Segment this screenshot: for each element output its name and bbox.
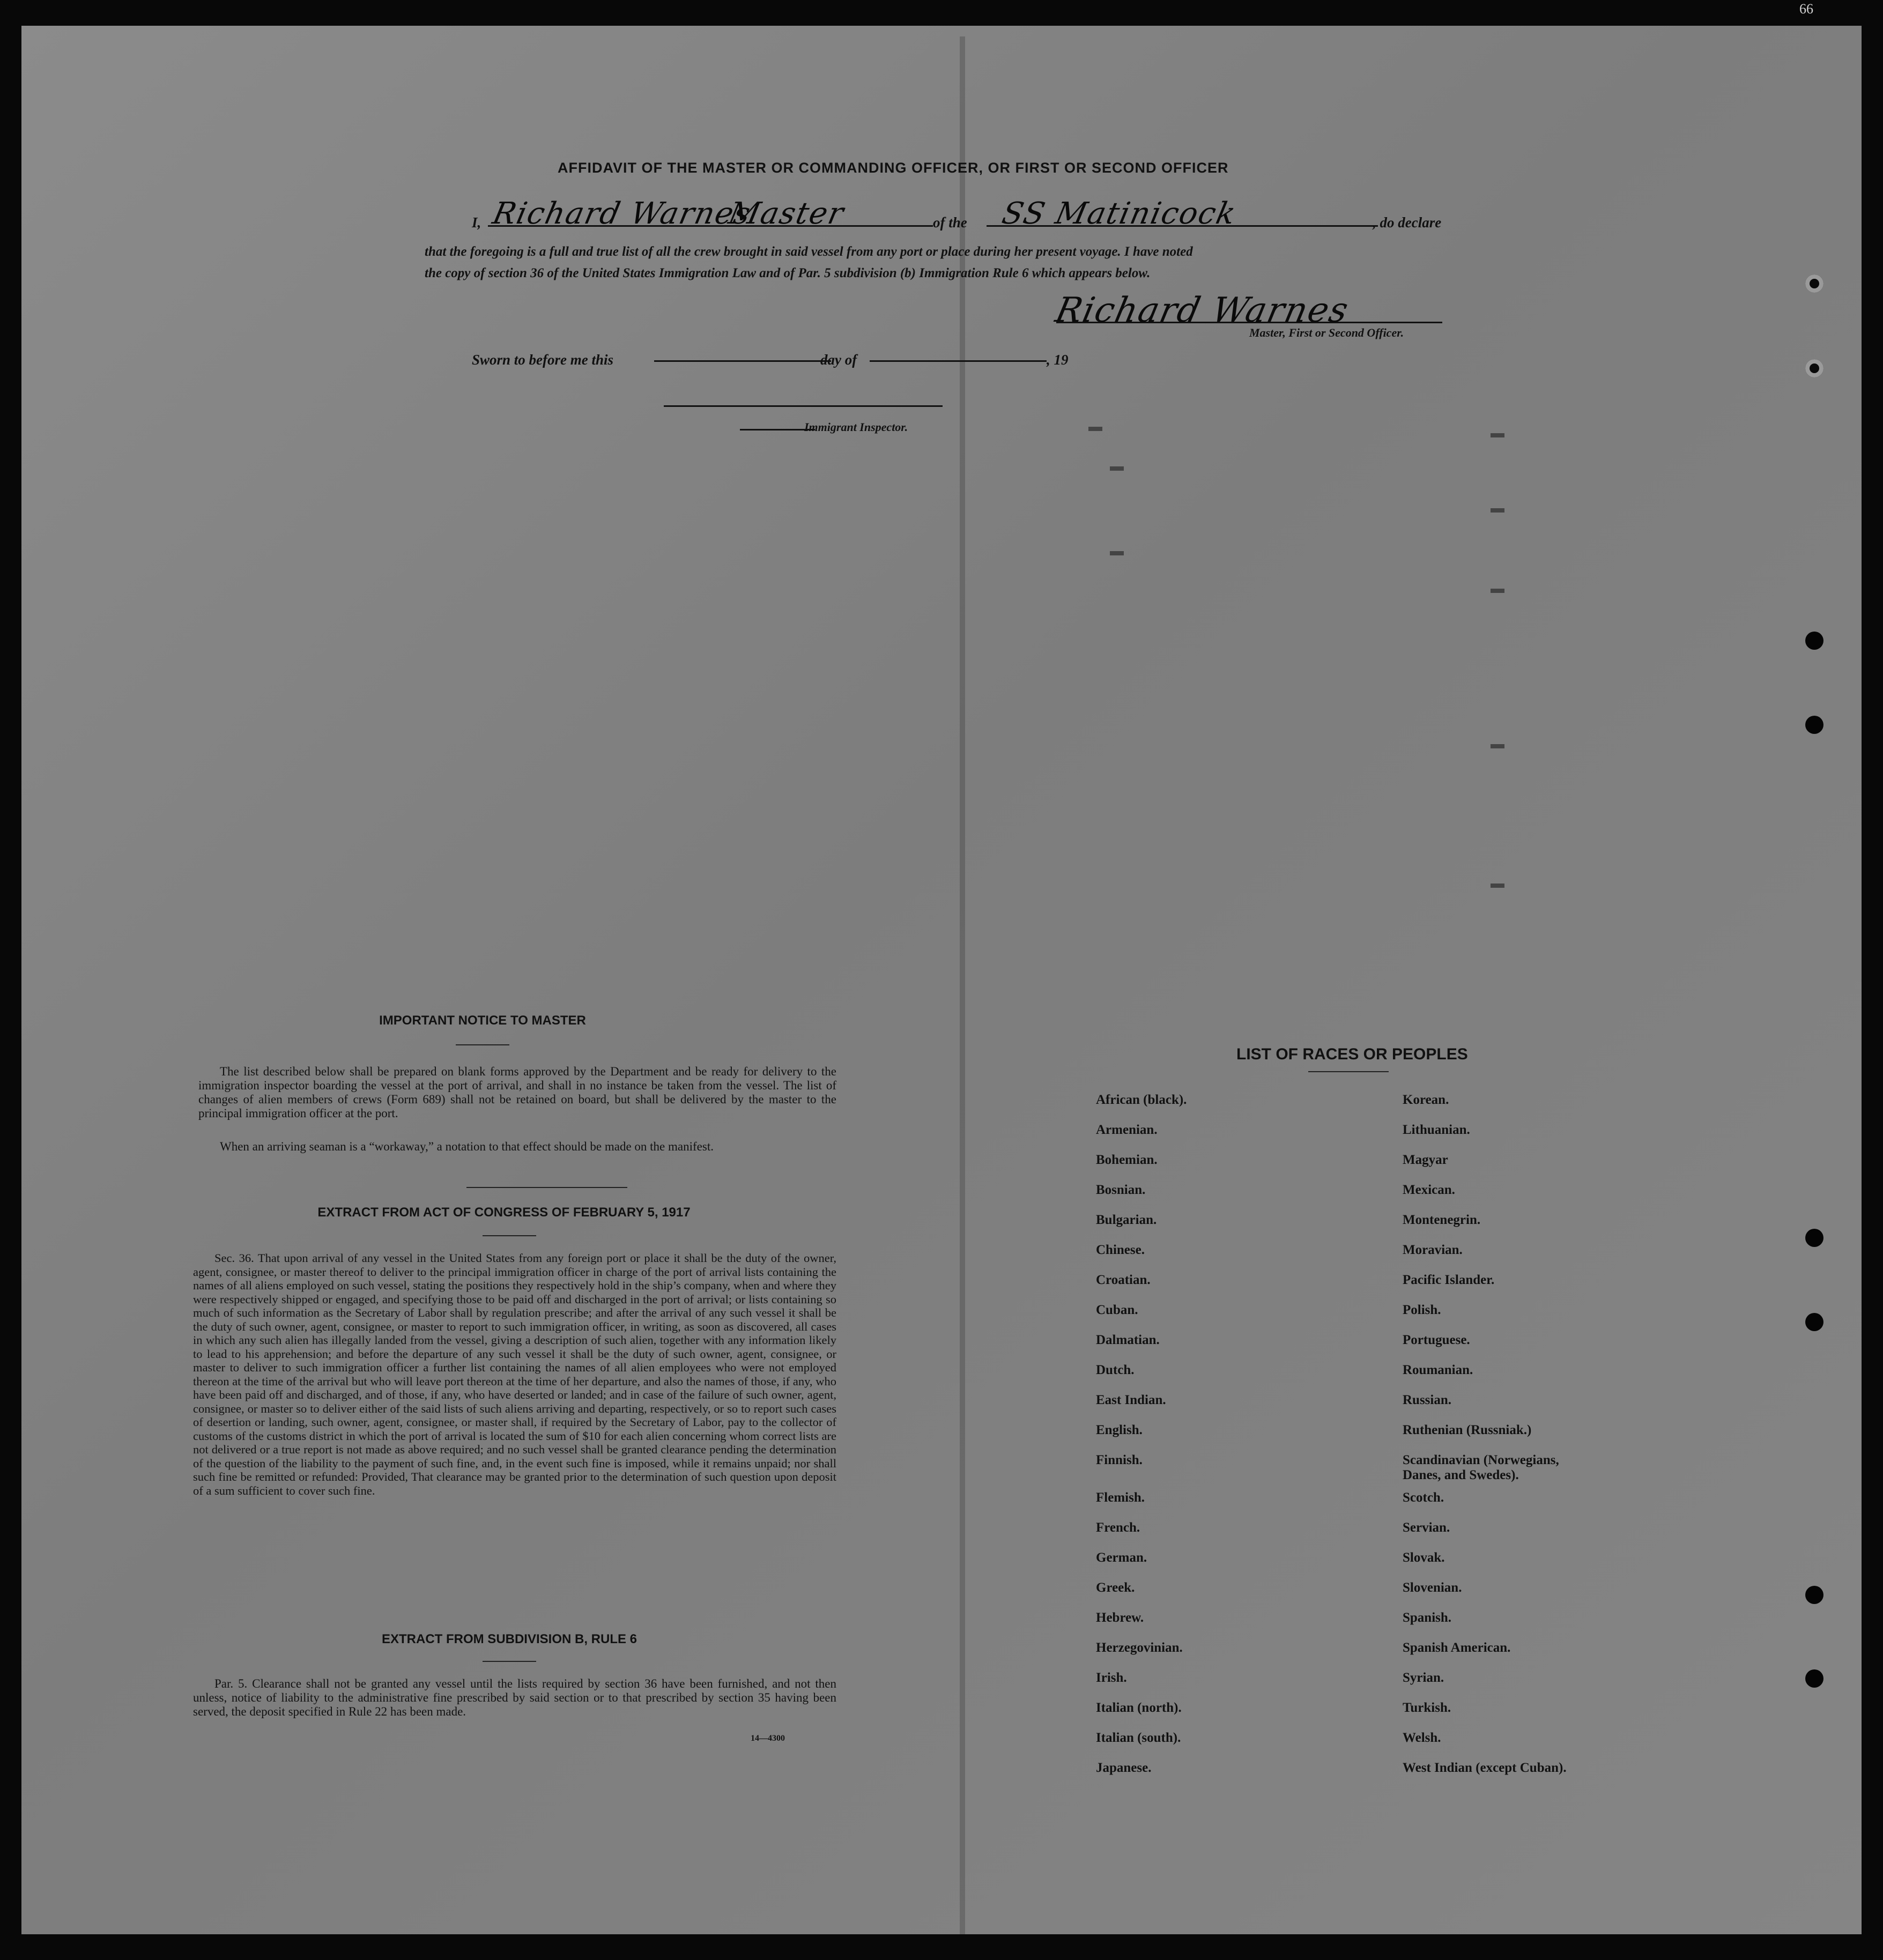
race-item: Armenian. xyxy=(1096,1123,1158,1137)
binder-hole xyxy=(1805,632,1823,650)
affidavit-body-2: the copy of section 36 of the United States Immigration Law and of Par. 5 subdivision (b) Immigration Rule 6 which appears below. xyxy=(425,266,1151,280)
race-item: Roumanian. xyxy=(1403,1363,1473,1377)
race-item: Dalmatian. xyxy=(1096,1333,1160,1347)
affidavit-prefix: I, xyxy=(472,214,481,231)
race-item: Mexican. xyxy=(1403,1183,1455,1197)
bleed-mark xyxy=(1088,427,1102,431)
binder-hole xyxy=(1805,1586,1823,1604)
sworn-month-line xyxy=(870,360,1047,362)
inspector-label: Immigrant Inspector. xyxy=(804,420,908,434)
race-item: Montenegrin. xyxy=(1403,1213,1481,1227)
race-item: Greek. xyxy=(1096,1580,1135,1595)
inspector-signature-line xyxy=(664,405,943,407)
race-item: Cuban. xyxy=(1096,1303,1138,1317)
race-item: Welsh. xyxy=(1403,1731,1441,1745)
notice-title: IMPORTANT NOTICE TO MASTER xyxy=(379,1013,586,1028)
sworn-day-line xyxy=(654,360,831,362)
race-item: Magyar xyxy=(1403,1153,1448,1167)
races-left-column xyxy=(1096,1093,1187,1791)
form-number: 14—4300 xyxy=(751,1734,785,1743)
bleed-mark xyxy=(1491,589,1504,593)
act-body: Sec. 36. That upon arrival of any vessel in the United States from any foreign port or place it shall be the duty of the owner, agent, consignee, or master thereof to deliver to the principal immigration officer in charge of the port of arrival lists containing the names of all aliens employed on such vessel, stating the positions they respectively hold in the ship’s company, when and where they were respectively shipped or engaged, and specifying those to be paid off and discharged in the port of arrival; or lists containing so much of such information as the Secretary of Labor shall by regulation prescribe; and after the arrival of any such vessel it shall be the duty of such owner, agent, consignee, or master to report to such immigration officer, in writing, as soon as discovered, all cases in which any such alien has illegally landed from the vessel, giving a description of such alien, together with any information likely to lead to his apprehension; and before the departure of any such vessel it shall be the duty of such owner, agent, consignee, or master to deliver to such immigration officer a further list containing the names of all alien employees who were not employed thereon at the time of the arrival but who will leave port thereon at the time of her departure, and also the names of those, if any, who have been paid off and discharged, and of those, if any, who have deserted or landed; and in case of the failure of such owner, agent, consignee, or master so to deliver either of the said lists of such aliens arriving and departing, respectively, or so to report such cases of desertion or landing, such owner, agent, consignee, or master shall, if required by the Secretary of Labor, pay to the collector of customs of the customs district in which the port of arrival is located the sum of $10 for each alien concerning whom correct lists are not delivered or a true report is not made as above required; and no such vessel shall be granted clearance pending the determination of the question of the liability to the payment of such fine, and, in the event such fine is imposed, while it remains unpaid; nor shall such fine be remitted or refunded: Provided, That clearance may be granted prior to the determination of such question upon deposit of a sum sufficient to cover such fine. xyxy=(193,1251,836,1497)
race-item: West Indian (except Cuban). xyxy=(1403,1761,1567,1775)
handwritten-vessel: SS Matinicock xyxy=(999,196,1240,231)
rule-body: Par. 5. Clearance shall not be granted any vessel until the lists required by section 36 have been furnished, and not then unless, notice of liability to the administrative fine prescribed by said section or to that prescribed by section 35 having been served, the deposit specified in Rule 22 has been made. xyxy=(193,1677,836,1718)
binder-hole xyxy=(1805,274,1823,293)
race-item: Irish. xyxy=(1096,1671,1127,1685)
binder-hole xyxy=(1805,1313,1823,1331)
race-item: Dutch. xyxy=(1096,1363,1135,1377)
notice-paragraph-1: The list described below shall be prepared on blank forms approved by the Department and be ready for delivery to the immigration inspector boarding the vessel at the port of arrival, and shall in no instance be taken from the vessel. The list of changes of alien members of crews (Form 689) shall not be retained on board, but shall be delivered by the master to the principal immigration officer at the port. xyxy=(198,1065,836,1120)
binder-hole xyxy=(1805,716,1823,734)
races-right-column xyxy=(1403,1093,1596,1791)
race-item: Finnish. xyxy=(1096,1453,1143,1467)
race-item: Hebrew. xyxy=(1096,1610,1144,1625)
handwritten-name: Richard Warnes xyxy=(490,196,755,231)
race-item: Lithuanian. xyxy=(1403,1123,1470,1137)
affidavit-body-1: that the foregoing is a full and true list of all the crew brought in said vessel from any port or place during her present voyage. I have noted xyxy=(425,244,1193,259)
bleed-mark xyxy=(1110,466,1124,471)
notice-divider xyxy=(466,1187,627,1188)
signature-line xyxy=(1056,322,1442,323)
master-signature: Richard Warnes xyxy=(1052,291,1353,330)
page-fold xyxy=(960,36,965,1934)
binder-hole xyxy=(1805,1229,1823,1247)
race-item: English. xyxy=(1096,1423,1143,1437)
signature-caption: Master, First or Second Officer. xyxy=(1249,326,1404,339)
race-item: Italian (south). xyxy=(1096,1731,1181,1745)
sworn-label: Sworn to before me this xyxy=(472,352,614,368)
race-item: German. xyxy=(1096,1550,1147,1565)
race-item: Ruthenian (Russniak.) xyxy=(1403,1423,1532,1437)
race-item: Turkish. xyxy=(1403,1701,1451,1715)
of-the-label: of the xyxy=(933,214,967,231)
day-of-label: day of xyxy=(820,352,857,368)
binder-hole xyxy=(1805,1669,1823,1688)
race-item: Syrian. xyxy=(1403,1671,1444,1685)
act-rule xyxy=(483,1235,536,1236)
race-item: Slovak. xyxy=(1403,1550,1445,1565)
inspector-short-line xyxy=(740,429,815,430)
races-rule xyxy=(1308,1071,1389,1072)
race-item: Spanish. xyxy=(1403,1610,1452,1625)
binder-hole xyxy=(1805,359,1823,377)
race-item: Japanese. xyxy=(1096,1761,1152,1775)
manifest-page xyxy=(21,26,1862,1934)
race-item: Servian. xyxy=(1403,1520,1450,1535)
race-item: Italian (north). xyxy=(1096,1701,1182,1715)
bleed-mark xyxy=(1110,551,1124,555)
act-title: EXTRACT FROM ACT OF CONGRESS OF FEBRUARY 5, 1917 xyxy=(317,1205,691,1220)
races-title: LIST OF RACES OR PEOPLES xyxy=(1236,1045,1468,1063)
race-item: East Indian. xyxy=(1096,1393,1166,1407)
race-item: Bulgarian. xyxy=(1096,1213,1157,1227)
race-item: Herzegovinian. xyxy=(1096,1640,1183,1655)
rule-rule xyxy=(483,1661,536,1662)
race-item: Chinese. xyxy=(1096,1243,1145,1257)
race-item: Scandinavian (Norwegians, Danes, and Swedes). xyxy=(1403,1453,1559,1482)
bleed-mark xyxy=(1491,884,1504,888)
notice-paragraph-2: When an arriving seaman is a “workaway,” a notation to that effect should be made on the manifest. xyxy=(220,1140,714,1153)
handwritten-rank: Master xyxy=(725,196,848,231)
race-item: Slovenian. xyxy=(1403,1580,1462,1595)
race-item: Polish. xyxy=(1403,1303,1441,1317)
notice-rule xyxy=(456,1044,509,1045)
do-declare-label: , do declare xyxy=(1373,214,1442,231)
bleed-mark xyxy=(1491,433,1504,437)
bleed-mark xyxy=(1491,508,1504,513)
affidavit-title: AFFIDAVIT OF THE MASTER OR COMMANDING OFFICER, OR FIRST OR SECOND OFFICER xyxy=(558,160,1229,176)
race-item: Russian. xyxy=(1403,1393,1452,1407)
year-label: , 19 xyxy=(1047,352,1069,368)
race-item: Flemish. xyxy=(1096,1490,1145,1505)
rule-title: EXTRACT FROM SUBDIVISION B, RULE 6 xyxy=(381,1632,637,1646)
page-number: 66 xyxy=(1799,1,1813,17)
race-item: French. xyxy=(1096,1520,1140,1535)
race-item: Bosnian. xyxy=(1096,1183,1146,1197)
race-item: Scotch. xyxy=(1403,1490,1444,1505)
race-item: Bohemian. xyxy=(1096,1153,1158,1167)
race-item: Spanish American. xyxy=(1403,1640,1511,1655)
race-item: Portuguese. xyxy=(1403,1333,1470,1347)
race-item: Pacific Islander. xyxy=(1403,1273,1495,1287)
race-item: Croatian. xyxy=(1096,1273,1151,1287)
race-item: Korean. xyxy=(1403,1093,1449,1107)
race-item: African (black). xyxy=(1096,1093,1187,1107)
bleed-mark xyxy=(1491,744,1504,748)
race-item: Moravian. xyxy=(1403,1243,1463,1257)
